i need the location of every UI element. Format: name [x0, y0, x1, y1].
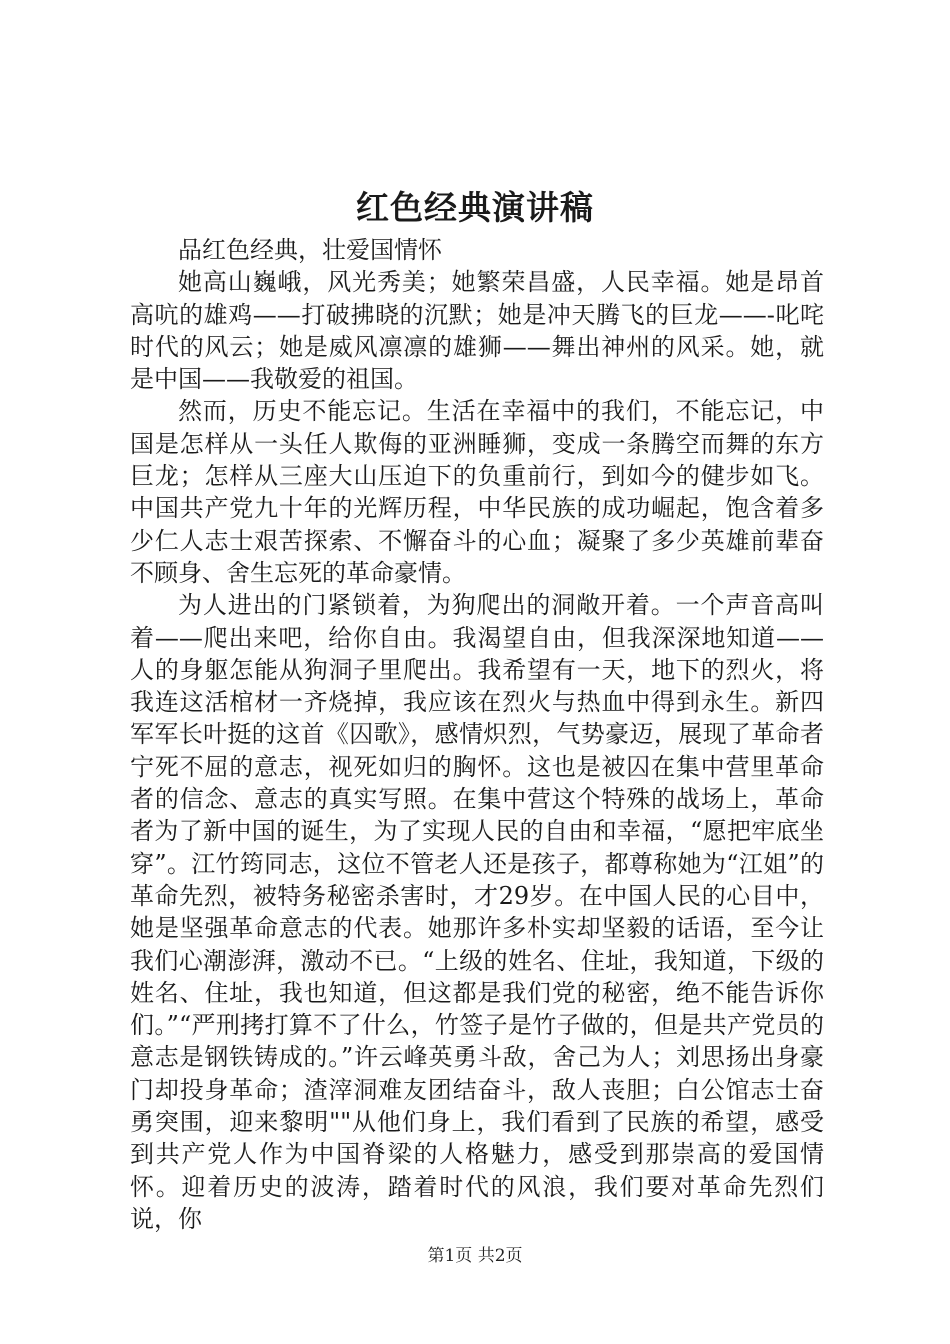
- document-subtitle: 品红色经典，壮爱国情怀: [178, 236, 442, 264]
- paragraph-2: 然而，历史不能忘记。生活在幸福中的我们，不能忘记，中国是怎样从一头任人欺侮的亚洲睡狮，变成一条腾空而舞的东方巨龙；怎样从三座大山压迫下的负重前行，到如今的健步如飞。中国共产党九十年的光辉历程，中华民族的成功崛起，饱含着多少仁人志士艰苦探索、不懈奋斗的心血；凝聚了多少英雄前辈奋不顾身、舍生忘死的革命豪情。: [130, 397, 824, 587]
- page-number-footer: 第1页 共2页: [427, 1246, 523, 1266]
- paragraph-1: 她高山巍峨，风光秀美；她繁荣昌盛，人民幸福。她是昂首高吭的雄鸡——打破拂晓的沉默；她是冲天腾飞的巨龙——-叱咤时代的风云；她是威风凛凛的雄狮——舞出神州的风采。她，就是中国——我敬爱的祖国。: [130, 268, 824, 394]
- document-body: [130, 234, 824, 1235]
- document-title: 红色经典演讲稿: [356, 188, 594, 227]
- paragraph-3: 为人进出的门紧锁着，为狗爬出的洞敞开着。一个声音高叫着——爬出来吧，给你自由。我渴望自由，但我深深地知道——人的身躯怎能从狗洞子里爬出。我希望有一天，地下的烈火，将我连这活棺材一齐烧掉，我应该在烈火与热血中得到永生。新四军军长叶挺的这首《囚歌》，感情炽烈，气势豪迈，展现了革命者宁死不屈的意志，视死如归的胸怀。这也是被囚在集中营里革命者的信念、意志的真实写照。在集中营这个特殊的战场上，革命者为了新中国的诞生，为了实现人民的自由和幸福，“愿把牢底坐穿”。江竹筠同志，这位不管老人还是孩子，都尊称她为“江姐”的革命先烈，被特务秘密杀害时，才29岁。在中国人民的心目中，她是坚强革命意志的代表。她那许多朴实却坚毅的话语，至今让我们心潮澎湃，激动不已。“上级的姓名、住址，我知道，下级的姓名、住址，我也知道，但这都是我们党的秘密，绝不能告诉你们。”“严刑拷打算不了什么，竹签子是竹子做的，但是共产党员的意志是钢铁铸成的。”许云峰英勇斗敌，舍己为人；刘思扬出身豪门却投身革命；渣滓洞难友团结奋斗，敌人丧胆；白公馆志士奋勇突围，迎来黎明""从他们身上，我们看到了民族的希望，感受到共产党人作为中国脊梁的人格魅力，感受到那崇高的爱国情怀。迎着历史的波涛，踏着时代的风浪，我们要对革命先烈们说，你: [130, 591, 824, 1233]
